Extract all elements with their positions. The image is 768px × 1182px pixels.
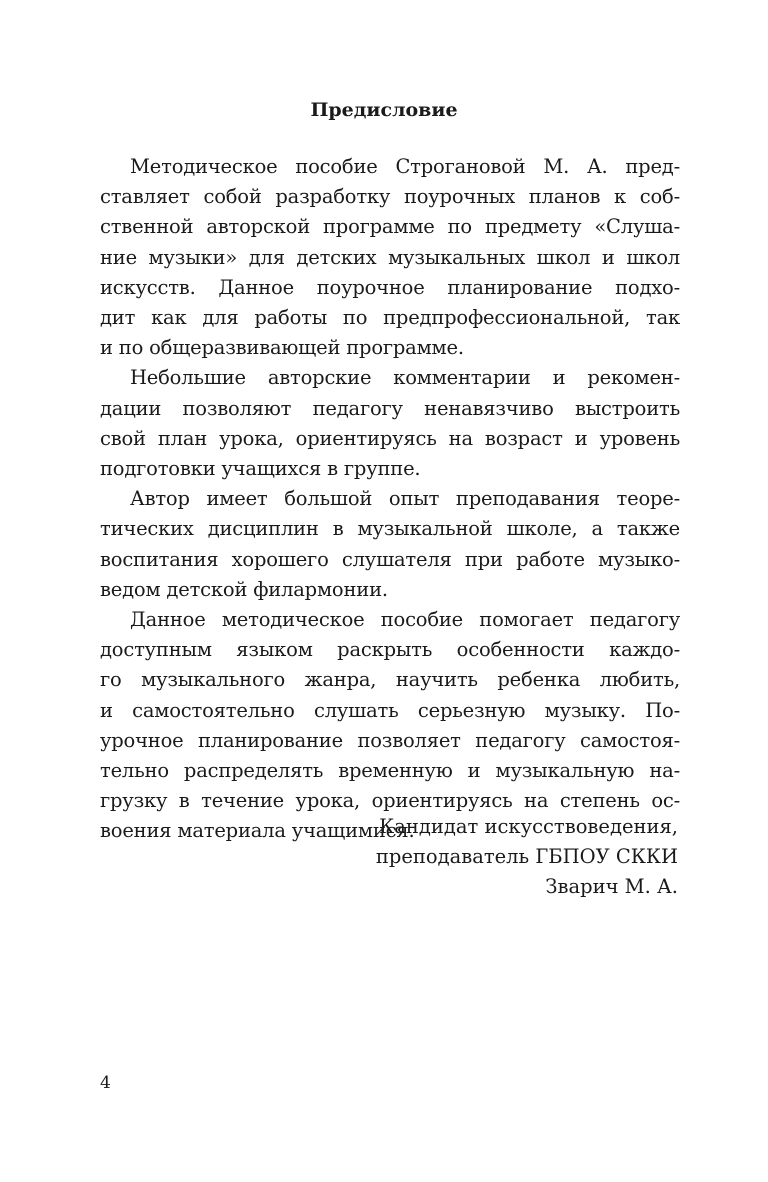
- text-line: тельно распределять временную и музыкальную на-: [100, 759, 680, 783]
- paragraph-3: [100, 484, 680, 605]
- text-line: ственной авторской программе по предмету «Слуша-: [100, 215, 680, 239]
- text-line: тических дисциплин в музыкальной школе, а также: [100, 517, 680, 541]
- signature-degree: Кандидат искусствоведения,: [379, 815, 678, 838]
- text-line: воспитания хорошего слушателя при работе музыко-: [100, 547, 680, 571]
- signature-position: преподаватель ГБПОУ СККИ: [375, 845, 678, 869]
- author-signature: [376, 812, 678, 903]
- text-line: Небольшие авторские комментарии и рекомен-: [130, 366, 680, 390]
- paragraph-1: [100, 152, 680, 363]
- text-line: свой план урока, ориентируясь на возраст и уровень: [100, 426, 680, 450]
- page-number: 4: [100, 1073, 111, 1093]
- paragraph-4: [100, 605, 680, 847]
- text-line: Автор имеет большой опыт преподавания теоре-: [130, 487, 680, 511]
- paragraph-2: [100, 363, 680, 484]
- text-line: доступным языком раскрыть особенности каждо-: [100, 638, 680, 662]
- text-line: Данное методическое пособие помогает педагогу: [130, 608, 680, 632]
- text-line: искусств. Данное поурочное планирование подхо-: [100, 275, 680, 299]
- text-line: ставляет собой разработку поурочных планов к соб-: [100, 185, 680, 209]
- text-line: дит как для работы по предпрофессиональной, так: [100, 306, 680, 330]
- text-line: дации позволяют педагогу ненавязчиво выстроить: [100, 396, 680, 420]
- text-line: и самостоятельно слушать серьезную музыку. По-: [100, 698, 680, 722]
- text-line: ние музыки» для детских музыкальных школ и школ: [100, 245, 680, 269]
- page-title: Предисловие: [310, 99, 458, 121]
- text-line: грузку в течение урока, ориентируясь на степень ос-: [100, 789, 680, 813]
- text-line: и по общеразвивающей программе.: [100, 336, 464, 360]
- signature-name: Зварич М. А.: [545, 875, 678, 899]
- text-line: го музыкального жанра, научить ребенка любить,: [100, 668, 680, 692]
- text-line: Методическое пособие Строгановой М. А. пред-: [130, 155, 680, 178]
- text-line: воения материала учащимися.: [100, 819, 415, 843]
- preface-body: [100, 152, 680, 847]
- text-line: урочное планирование позволяет педагогу самостоя-: [100, 728, 680, 752]
- text-line: ведом детской филармонии.: [100, 577, 388, 601]
- text-line: подготовки учащихся в группе.: [100, 457, 421, 481]
